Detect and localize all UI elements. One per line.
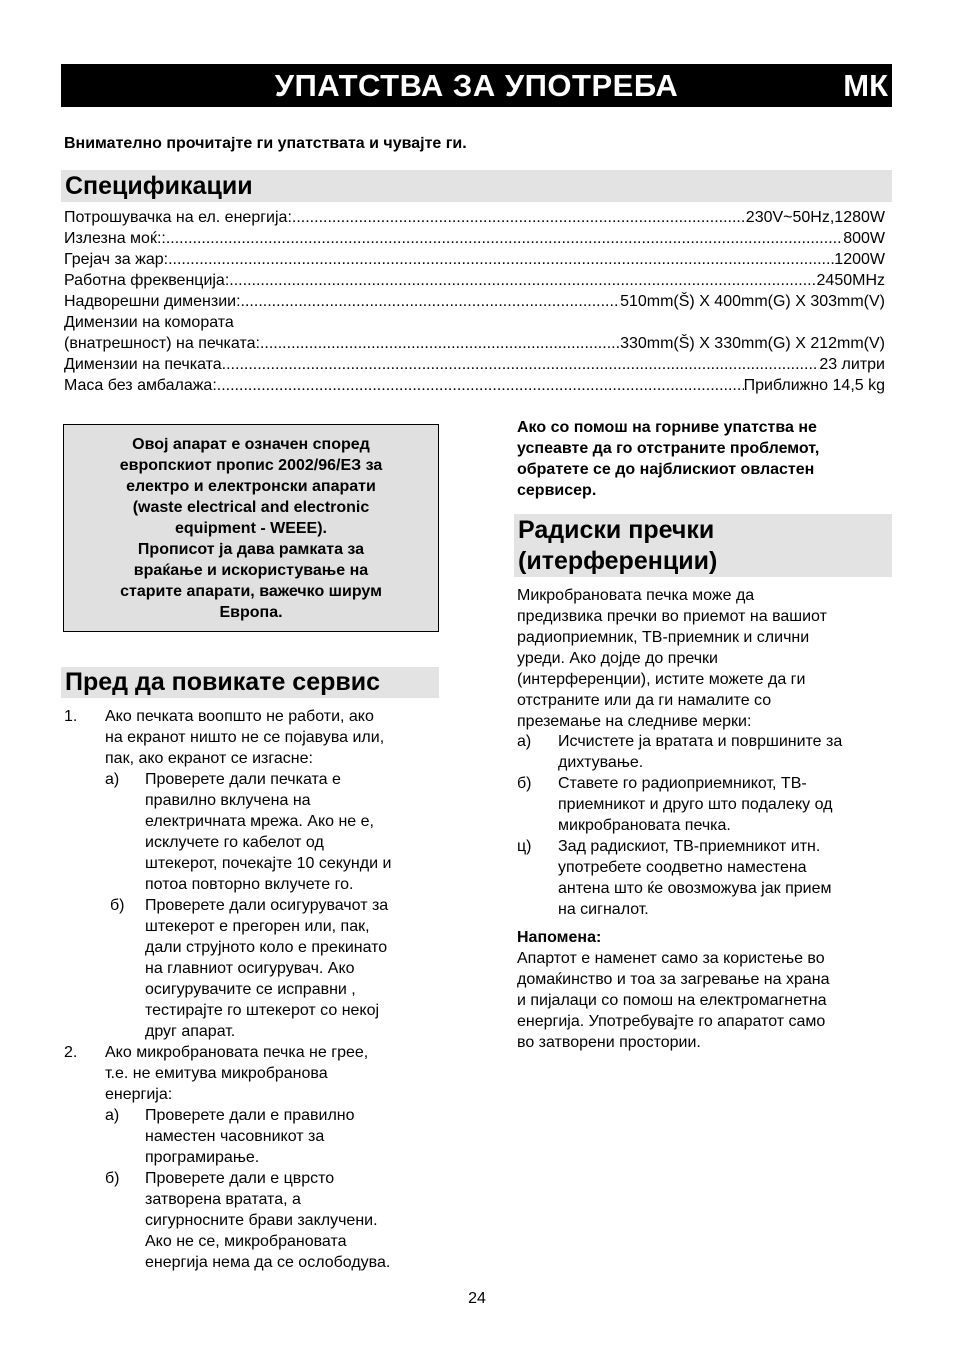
weee-line: Овој апарат е означен според (132, 436, 370, 453)
spec-row (64, 333, 885, 354)
text-line: дихтување. (558, 754, 644, 771)
text-line: и пијалаци со помош на електромагнетна (517, 992, 827, 1009)
specs-list (64, 207, 885, 396)
weee-line: европскиот пропис 2002/96/ЕЗ за (119, 457, 383, 474)
spec-label: Маса без амбалажа: (64, 377, 217, 394)
list-item (517, 773, 892, 836)
text-line: наместен часовникот за (145, 1128, 325, 1145)
text-line: Ако не се, микробрановата (145, 1233, 347, 1250)
sub-item (64, 895, 444, 1042)
item-number: 2. (64, 1044, 78, 1061)
text-line: употребете соодветно наместена (558, 859, 807, 876)
sub-item-label: б) (105, 1170, 120, 1187)
text-line: Проверете дали печката е (145, 771, 341, 788)
item-label: а) (517, 733, 532, 750)
text-line: Ставете го радиоприемникот, ТВ- (558, 775, 807, 792)
text-line: Проверете дали е цврсто (145, 1170, 335, 1187)
spec-label: Димензии на печката (64, 356, 222, 373)
text-line: отстраните или да ги намалите со (517, 692, 772, 709)
text-line: микробрановата печка. (558, 817, 731, 834)
spec-value: 800W (843, 230, 885, 247)
text-line: Ако микробрановата печка не грее, (105, 1044, 369, 1061)
heading-line: Радиски пречки (518, 516, 715, 544)
service-heading: Пред да повикате сервис (61, 667, 439, 698)
leader-dots (217, 375, 744, 396)
text-line: на главниот осигурувач. Ако (145, 960, 355, 977)
text-line: Проверете дали осигурувачот за (145, 897, 389, 914)
text-line: домаќинство и тоа за загревање на храна (517, 971, 830, 988)
text-line: затворена вратата, а (145, 1191, 301, 1208)
sub-item (64, 1168, 444, 1273)
weee-line: враќање и искористување на (133, 562, 369, 579)
weee-line: Прописот ја дава рамката за (137, 541, 365, 558)
spec-label: Грејач за жар: (64, 251, 169, 268)
weee-notice-box (63, 424, 439, 632)
spec-row (64, 291, 885, 312)
text-line: уреди. Ако дојде до пречки (517, 650, 718, 667)
weee-line: Европа. (219, 604, 283, 621)
text-line: сигурносните брави заклучени. (145, 1212, 378, 1229)
text-line: тестирајте го штекерот со некој (145, 1002, 380, 1019)
text-line: на екранот ништо не се појавува или, (105, 729, 385, 746)
text-line: приемникот и друго што подалеку од (558, 796, 833, 813)
text-line: во затворени простории. (517, 1034, 701, 1051)
page-title: УПАТСТВА ЗА УПОТРЕБА (274, 68, 679, 103)
service-advice (517, 417, 819, 501)
text-line: правилно вклучена на (145, 792, 311, 809)
spec-value: 510mm(Š) X 400mm(G) X 303mm(V) (620, 293, 885, 310)
leader-dots (166, 228, 843, 249)
service-list (64, 706, 444, 1273)
text-line: штекерот е прегорен или, пак, (145, 918, 370, 935)
leader-dots (292, 207, 746, 228)
text-line: Апартот е наменет само за користење во (517, 950, 825, 967)
text-line: антена што ќе овозможува јак прием (558, 880, 832, 897)
list-item (517, 836, 892, 920)
spec-value: 23 литри (819, 356, 885, 373)
text-line: Ако печката воопшто не работи, ако (105, 708, 374, 725)
spec-label: Работна фреквенција: (64, 272, 230, 289)
text-line: (интерференции), истите можете да ги (517, 671, 806, 688)
spec-value: 330mm(Š) X 330mm(G) X 212mm(V) (620, 335, 885, 352)
sub-item-label: а) (105, 1107, 120, 1124)
text-line: Исчистете ја вратата и површините за (558, 733, 843, 750)
sub-item-label: а) (105, 771, 120, 788)
text-line: исклучете го кабелот од (145, 834, 324, 851)
spec-value: 1200W (834, 251, 885, 268)
spec-row (64, 207, 885, 228)
spec-row (64, 228, 885, 249)
spec-label: Излезна моќ:: (64, 230, 166, 247)
spec-row (64, 270, 885, 291)
spec-row (64, 375, 885, 396)
spec-label: Димензии на комората (64, 314, 234, 331)
item-number: 1. (64, 708, 78, 725)
sub-item (64, 769, 444, 895)
item-label: б) (517, 775, 532, 792)
text-line: енергија: (105, 1086, 173, 1103)
note-heading: Напомена: (517, 929, 602, 946)
radio-measures-list (517, 731, 892, 920)
text-line: радиоприемник, ТВ-приемник и слични (517, 629, 810, 646)
text-line: потоа повторно вклучете го. (145, 876, 354, 893)
list-item (517, 731, 892, 773)
spec-row (64, 249, 885, 270)
list-item (64, 1042, 444, 1273)
page-number: 24 (468, 1290, 486, 1307)
text-line: дали струјното коло е прекинато (145, 939, 388, 956)
text-line: друг апарат. (145, 1023, 236, 1040)
spec-value: 2450MHz (816, 272, 885, 289)
weee-line: старите апарати, важечко ширум (120, 583, 382, 600)
list-item (64, 706, 444, 1042)
radio-intro (517, 585, 827, 732)
note-text (517, 948, 830, 1053)
specs-heading: Спецификации (61, 170, 892, 202)
leader-dots (222, 354, 820, 375)
intro-text: Внимателно прочитајте ги упатствата и чувајте ги. (64, 135, 467, 152)
weee-line: електро и електронски апарати (126, 478, 376, 495)
leader-dots (229, 270, 816, 291)
text-line: Проверете дали е правилно (145, 1107, 355, 1124)
leader-dots (260, 333, 620, 354)
text-line: програмирање. (145, 1149, 260, 1166)
text-line: енергија нема да се ослободува. (145, 1254, 391, 1271)
header-bar (61, 64, 892, 107)
spec-row (64, 354, 885, 375)
text-line: предизвика пречки во приемот на вашиот (517, 608, 827, 625)
language-code: МК (843, 68, 888, 103)
text-line: т.е. не емитува микробранова (105, 1065, 328, 1082)
text-line: електричната мрежа. Ако не е, (145, 813, 374, 830)
weee-line: equipment - WEEE). (175, 520, 327, 537)
text-line: успеавте да го отстраните проблемот, (517, 440, 820, 457)
text-line: Микробрановата печка може да (517, 587, 755, 604)
spec-row (64, 312, 885, 333)
sub-item-label: б) (110, 897, 125, 914)
text-line: пак, ако екранот се изгасне: (105, 750, 313, 767)
radio-heading (514, 514, 892, 577)
text-line: осигурувачите се исправни , (145, 981, 356, 998)
text-line: сервисер. (517, 482, 597, 499)
spec-label: Потрошувачка на ел. енергија: (64, 209, 292, 226)
leader-dots (241, 291, 621, 312)
sub-item (64, 1105, 444, 1168)
spec-value: 230V~50Hz,1280W (745, 209, 885, 226)
text-line: Ако со помош на горниве упатства не (517, 419, 817, 436)
text-line: штекерот, почекајте 10 секунди и (145, 855, 392, 872)
item-label: ц) (517, 838, 532, 855)
weee-line: (waste electrical and electronic (132, 499, 370, 516)
spec-value: Приближно 14,5 kg (743, 377, 885, 394)
leader-dots (168, 249, 834, 270)
text-line: обратете се до најблискиот овластен (517, 461, 815, 478)
spec-label: (внатрешност) на печката: (64, 335, 260, 352)
text-line: преземање на следниве мерки: (517, 713, 752, 730)
text-line: енергија. Употребувајте го апаратот само (517, 1013, 826, 1030)
text-line: Зад радискиот, ТВ-приемникот итн. (558, 838, 821, 855)
text-line: на сигналот. (558, 901, 649, 918)
spec-label: Надворешни димензии: (64, 293, 241, 310)
heading-line: (итерференции) (518, 547, 718, 575)
